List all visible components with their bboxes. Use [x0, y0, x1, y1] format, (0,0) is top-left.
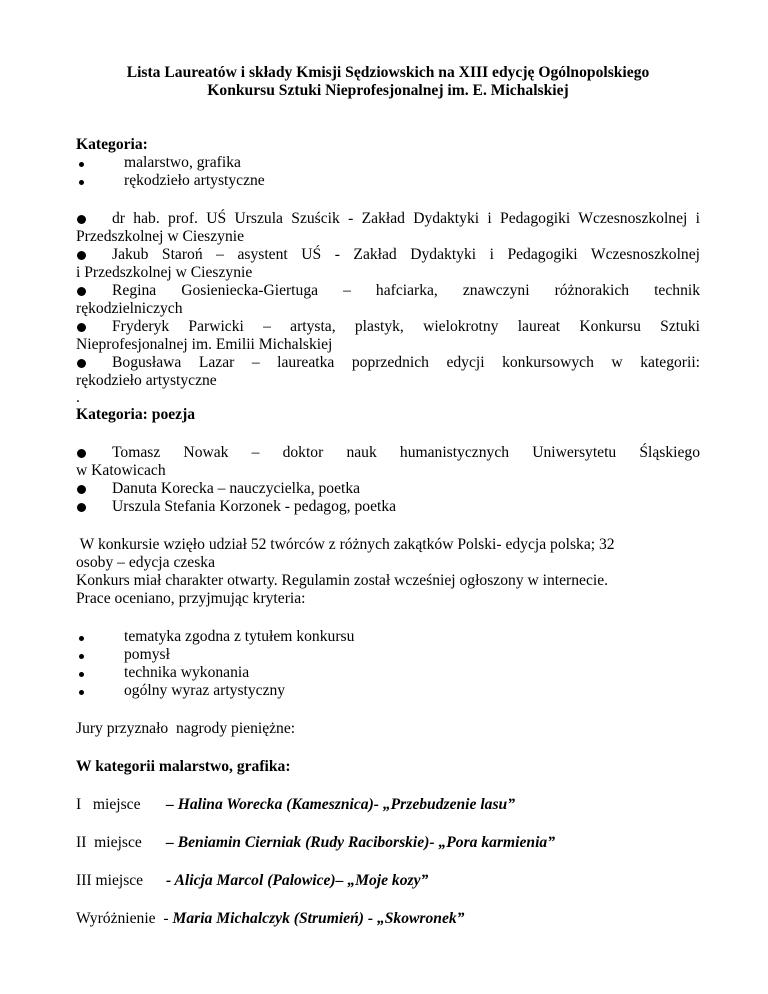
jury-member-line-cont: w Katowicach — [76, 462, 166, 479]
distinction-label: Wyróżnienie - — [76, 910, 173, 927]
info-line: W konkursie wzięło udział 52 twórców z różnych zakątków Polski- edycja polska; 32 — [76, 536, 615, 553]
jury-member-line: Regina Gosieniecka-Giertuga – hafciarka, znawczyni różnorakich technik — [112, 282, 700, 299]
jury-member-line: dr hab. prof. UŚ Urszula Szuścik - Zakład Dydaktyki i Pedagogiki Wczesnoszkolnej i — [112, 210, 700, 227]
info-line: Konkurs miał charakter otwarty. Regulamin został wcześniej ogłoszony w internecie. — [76, 572, 609, 589]
jury-member-line-cont: rękodzielniczych — [76, 300, 183, 317]
prize-place: I miejsce — [76, 796, 141, 813]
jury-member-line-cont: Nieprofesjonalnej im. Emilii Michalskiej — [76, 336, 333, 353]
jury-member-line: Jakub Staroń – asystent UŚ - Zakład Dydaktyki i Pedagogiki Wczesnoszkolnej — [112, 246, 700, 263]
distinction-row — [76, 910, 700, 928]
title-line-2: Konkursu Sztuki Nieprofesjonalnej im. E. Michalskiej — [207, 82, 569, 99]
info-line: osoby – edycja czeska — [76, 554, 215, 571]
contest-info — [76, 536, 700, 608]
prize-winner: – Beniamin Cierniak (Rudy Raciborskie)- „Pora karmienia” — [166, 834, 555, 851]
jury-list-art — [76, 210, 700, 390]
category-item: rękodzieło artystyczne — [124, 172, 265, 189]
prize-place: III miejsce — [76, 872, 144, 889]
prize-winner: – Halina Worecka (Kamesznica)- „Przebudzenie lasu” — [166, 796, 515, 813]
prize-list — [76, 796, 700, 928]
criteria-item: technika wykonania — [124, 664, 250, 681]
criteria-item: pomysł — [124, 646, 170, 663]
jury-member-line: Bogusława Lazar – laureatka poprzednich edycji konkursowych w kategorii: — [112, 354, 700, 371]
category-poetry-heading: Kategoria: poezja — [76, 406, 196, 423]
category-list — [76, 154, 700, 190]
prize-row — [76, 796, 700, 814]
info-line: Prace oceniano, przyjmując kryteria: — [76, 590, 306, 607]
criteria-list — [76, 628, 700, 700]
prize-row — [76, 872, 700, 890]
document-page — [76, 64, 700, 928]
jury-member-line: Danuta Korecka – nauczycielka, poetka — [112, 480, 361, 497]
prize-winner: - Alicja Marcol (Palowice)– „Moje kozy” — [166, 872, 429, 889]
category-item: malarstwo, grafika — [124, 154, 241, 171]
jury-member-line-cont: Przedszkolnej w Cieszynie — [76, 228, 245, 245]
jury-awarded-text: Jury przyznało nagrody pieniężne: — [76, 720, 296, 737]
distinction-winner: Maria Michalczyk (Strumień) - „Skowronek” — [172, 910, 465, 927]
jury-member-line-cont: i Przedszkolnej w Cieszynie — [76, 264, 253, 281]
criteria-item: tematyka zgodna z tytułem konkursu — [124, 628, 355, 645]
jury-member-line: Tomasz Nowak – doktor nauk humanistycznych Uniwersytetu Śląskiego — [112, 444, 700, 461]
title-line-1: Lista Laureatów i składy Kmisji Sędziowskich na XIII edycję Ogólnopolskiego — [126, 64, 650, 81]
jury-member-line: Urszula Stefania Korzonek - pedagog, poetka — [112, 498, 397, 515]
jury-list-poetry — [76, 444, 700, 516]
prize-place: II miejsce — [76, 834, 142, 851]
document-title — [76, 64, 700, 100]
criteria-item: ogólny wyraz artystyczny — [124, 682, 286, 699]
jury-member-line: Fryderyk Parwicki – artysta, plastyk, wielokrotny laureat Konkursu Sztuki — [112, 318, 700, 335]
category-heading: Kategoria: — [76, 136, 148, 153]
jury-member-line-cont: rękodzieło artystyczne — [76, 372, 217, 389]
prizes-heading: W kategorii malarstwo, grafika: — [76, 758, 291, 775]
prize-row — [76, 834, 700, 852]
separator-dot: . — [76, 389, 80, 406]
